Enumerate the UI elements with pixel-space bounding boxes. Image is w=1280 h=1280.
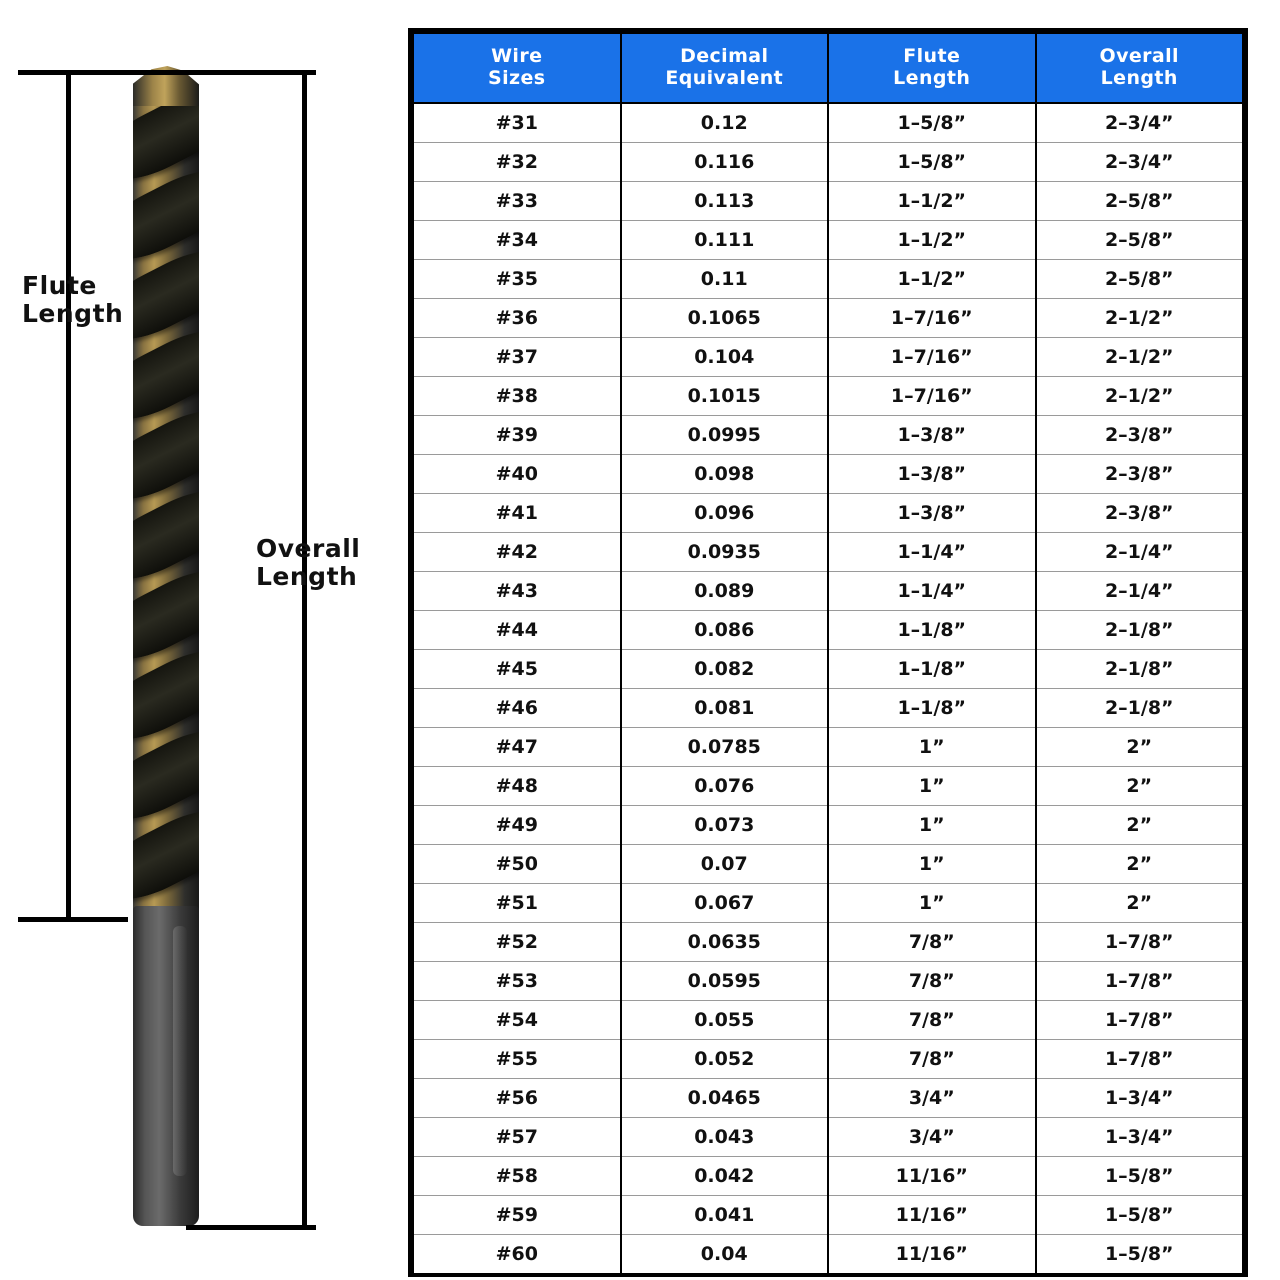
cell-decimal-equivalent: 0.043: [621, 1117, 829, 1156]
cell-wire-size: #42: [413, 532, 621, 571]
cell-decimal-equivalent: 0.041: [621, 1195, 829, 1234]
cell-decimal-equivalent: 0.067: [621, 883, 829, 922]
cell-wire-size: #57: [413, 1117, 621, 1156]
cell-decimal-equivalent: 0.07: [621, 844, 829, 883]
table-row: [413, 727, 1243, 766]
cell-decimal-equivalent: 0.089: [621, 571, 829, 610]
cell-flute-length: 1–1/2”: [828, 220, 1036, 259]
column-header-decimal-equivalent-line1: Decimal: [680, 45, 769, 67]
cell-decimal-equivalent: 0.0465: [621, 1078, 829, 1117]
cell-flute-length: 1–1/8”: [828, 688, 1036, 727]
table-row: [413, 415, 1243, 454]
cell-overall-length: 1–7/8”: [1036, 1000, 1244, 1039]
table-row: [413, 337, 1243, 376]
table-row: [413, 610, 1243, 649]
cell-flute-length: 1–1/4”: [828, 532, 1036, 571]
cell-wire-size: #44: [413, 610, 621, 649]
cell-wire-size: #33: [413, 181, 621, 220]
cell-flute-length: 11/16”: [828, 1234, 1036, 1273]
cell-wire-size: #54: [413, 1000, 621, 1039]
column-header-flute-length: [828, 33, 1036, 103]
drill-bit-illustration: [0, 0, 400, 1280]
cell-overall-length: 2–3/4”: [1036, 142, 1244, 181]
table-row: [413, 1195, 1243, 1234]
cell-wire-size: #34: [413, 220, 621, 259]
cell-overall-length: 2–1/2”: [1036, 337, 1244, 376]
cell-wire-size: #50: [413, 844, 621, 883]
cell-wire-size: #31: [413, 103, 621, 143]
table-row: [413, 454, 1243, 493]
cell-flute-length: 1”: [828, 883, 1036, 922]
cell-overall-length: 2–5/8”: [1036, 181, 1244, 220]
cell-decimal-equivalent: 0.12: [621, 103, 829, 143]
cell-wire-size: #35: [413, 259, 621, 298]
cell-overall-length: 2”: [1036, 844, 1244, 883]
table-body: [413, 103, 1243, 1273]
cell-flute-length: 1”: [828, 805, 1036, 844]
cell-decimal-equivalent: 0.104: [621, 337, 829, 376]
table-row: [413, 1234, 1243, 1273]
cell-decimal-equivalent: 0.082: [621, 649, 829, 688]
cell-flute-length: 1–5/8”: [828, 142, 1036, 181]
flute-length-label: [22, 272, 123, 328]
cell-decimal-equivalent: 0.096: [621, 493, 829, 532]
overall-length-top-tick: [186, 70, 316, 75]
cell-wire-size: #58: [413, 1156, 621, 1195]
cell-overall-length: 2”: [1036, 883, 1244, 922]
cell-wire-size: #38: [413, 376, 621, 415]
cell-wire-size: #55: [413, 1039, 621, 1078]
cell-overall-length: 2–3/8”: [1036, 454, 1244, 493]
table-row: [413, 1117, 1243, 1156]
cell-decimal-equivalent: 0.11: [621, 259, 829, 298]
overall-length-label-line2: Length: [256, 562, 358, 591]
cell-overall-length: 2–3/4”: [1036, 103, 1244, 143]
cell-flute-length: 1–1/8”: [828, 649, 1036, 688]
table-row: [413, 376, 1243, 415]
cell-wire-size: #39: [413, 415, 621, 454]
cell-wire-size: #53: [413, 961, 621, 1000]
cell-overall-length: 1–5/8”: [1036, 1156, 1244, 1195]
cell-flute-length: 1–3/8”: [828, 415, 1036, 454]
wire-size-table: [408, 28, 1248, 1277]
table-row: [413, 1039, 1243, 1078]
overall-length-dimension-line: [302, 70, 307, 1230]
cell-flute-length: 11/16”: [828, 1156, 1036, 1195]
overall-length-bottom-tick: [186, 1225, 316, 1230]
table-row: [413, 688, 1243, 727]
cell-wire-size: #37: [413, 337, 621, 376]
cell-wire-size: #47: [413, 727, 621, 766]
drill-bit-shank: [133, 906, 199, 1226]
cell-decimal-equivalent: 0.086: [621, 610, 829, 649]
cell-wire-size: #46: [413, 688, 621, 727]
cell-overall-length: 2–1/2”: [1036, 376, 1244, 415]
cell-decimal-equivalent: 0.076: [621, 766, 829, 805]
cell-decimal-equivalent: 0.081: [621, 688, 829, 727]
cell-flute-length: 1–1/8”: [828, 610, 1036, 649]
cell-decimal-equivalent: 0.0935: [621, 532, 829, 571]
cell-overall-length: 1–3/4”: [1036, 1078, 1244, 1117]
cell-decimal-equivalent: 0.052: [621, 1039, 829, 1078]
cell-overall-length: 2–1/8”: [1036, 610, 1244, 649]
table-row: [413, 1156, 1243, 1195]
cell-decimal-equivalent: 0.1065: [621, 298, 829, 337]
cell-decimal-equivalent: 0.116: [621, 142, 829, 181]
cell-flute-length: 1–1/2”: [828, 181, 1036, 220]
cell-overall-length: 2–5/8”: [1036, 220, 1244, 259]
cell-wire-size: #56: [413, 1078, 621, 1117]
cell-overall-length: 1–5/8”: [1036, 1234, 1244, 1273]
table-row: [413, 142, 1243, 181]
cell-flute-length: 1–7/16”: [828, 337, 1036, 376]
table-row: [413, 259, 1243, 298]
cell-wire-size: #51: [413, 883, 621, 922]
column-header-wire-sizes-line2: Sizes: [488, 66, 546, 89]
table-row: [413, 1078, 1243, 1117]
cell-overall-length: 2–1/8”: [1036, 688, 1244, 727]
cell-wire-size: #45: [413, 649, 621, 688]
cell-overall-length: 2–5/8”: [1036, 259, 1244, 298]
cell-overall-length: 2–3/8”: [1036, 415, 1244, 454]
table-row: [413, 181, 1243, 220]
overall-length-label-line1: Overall: [256, 534, 361, 563]
cell-flute-length: 1–1/2”: [828, 259, 1036, 298]
cell-decimal-equivalent: 0.111: [621, 220, 829, 259]
cell-flute-length: 7/8”: [828, 1039, 1036, 1078]
table-row: [413, 961, 1243, 1000]
cell-decimal-equivalent: 0.0785: [621, 727, 829, 766]
cell-wire-size: #32: [413, 142, 621, 181]
cell-overall-length: 1–5/8”: [1036, 1195, 1244, 1234]
cell-decimal-equivalent: 0.0595: [621, 961, 829, 1000]
column-header-decimal-equivalent-line2: Equivalent: [665, 66, 784, 89]
cell-decimal-equivalent: 0.0995: [621, 415, 829, 454]
cell-flute-length: 3/4”: [828, 1117, 1036, 1156]
table-row: [413, 844, 1243, 883]
cell-overall-length: 1–7/8”: [1036, 1039, 1244, 1078]
cell-overall-length: 2–3/8”: [1036, 493, 1244, 532]
column-header-wire-sizes: [413, 33, 621, 103]
twist-drill-bit-image: [125, 66, 225, 1226]
cell-decimal-equivalent: 0.1015: [621, 376, 829, 415]
column-header-overall-length-line1: Overall: [1099, 45, 1179, 67]
cell-decimal-equivalent: 0.098: [621, 454, 829, 493]
column-header-overall-length: [1036, 33, 1244, 103]
cell-overall-length: 2–1/4”: [1036, 571, 1244, 610]
cell-flute-length: 3/4”: [828, 1078, 1036, 1117]
column-header-flute-length-line2: Length: [893, 66, 971, 89]
cell-flute-length: 1–1/4”: [828, 571, 1036, 610]
cell-flute-length: 11/16”: [828, 1195, 1036, 1234]
cell-decimal-equivalent: 0.073: [621, 805, 829, 844]
cell-decimal-equivalent: 0.113: [621, 181, 829, 220]
cell-decimal-equivalent: 0.0635: [621, 922, 829, 961]
cell-wire-size: #43: [413, 571, 621, 610]
flute-length-label-line2: Length: [22, 299, 124, 328]
flute-length-bottom-tick: [18, 917, 128, 922]
cell-overall-length: 1–7/8”: [1036, 922, 1244, 961]
column-header-overall-length-line2: Length: [1100, 66, 1178, 89]
table-row: [413, 922, 1243, 961]
cell-flute-length: 7/8”: [828, 1000, 1036, 1039]
flute-length-label-line1: Flute: [22, 271, 97, 300]
drill-bit-body: [133, 86, 199, 916]
table-row: [413, 1000, 1243, 1039]
table-row: [413, 220, 1243, 259]
cell-overall-length: 2”: [1036, 805, 1244, 844]
cell-wire-size: #59: [413, 1195, 621, 1234]
cell-overall-length: 1–3/4”: [1036, 1117, 1244, 1156]
cell-flute-length: 1”: [828, 844, 1036, 883]
cell-overall-length: 2–1/8”: [1036, 649, 1244, 688]
table-row: [413, 532, 1243, 571]
cell-overall-length: 2–1/2”: [1036, 298, 1244, 337]
cell-wire-size: #60: [413, 1234, 621, 1273]
flute-length-dimension-line: [66, 70, 71, 922]
column-header-decimal-equivalent: [621, 33, 829, 103]
table-row: [413, 649, 1243, 688]
cell-overall-length: 1–7/8”: [1036, 961, 1244, 1000]
table-header-row: [413, 33, 1243, 103]
cell-flute-length: 1–5/8”: [828, 103, 1036, 143]
cell-flute-length: 7/8”: [828, 922, 1036, 961]
cell-wire-size: #41: [413, 493, 621, 532]
table-row: [413, 103, 1243, 143]
column-header-flute-length-line1: Flute: [903, 45, 961, 67]
cell-flute-length: 1–7/16”: [828, 376, 1036, 415]
cell-flute-length: 1”: [828, 766, 1036, 805]
cell-flute-length: 1–7/16”: [828, 298, 1036, 337]
cell-wire-size: #52: [413, 922, 621, 961]
table-row: [413, 805, 1243, 844]
cell-decimal-equivalent: 0.055: [621, 1000, 829, 1039]
cell-flute-length: 1–3/8”: [828, 454, 1036, 493]
cell-overall-length: 2–1/4”: [1036, 532, 1244, 571]
cell-flute-length: 1”: [828, 727, 1036, 766]
table-row: [413, 883, 1243, 922]
table-row: [413, 298, 1243, 337]
cell-flute-length: 7/8”: [828, 961, 1036, 1000]
cell-flute-length: 1–3/8”: [828, 493, 1036, 532]
cell-decimal-equivalent: 0.042: [621, 1156, 829, 1195]
table-row: [413, 766, 1243, 805]
cell-overall-length: 2”: [1036, 766, 1244, 805]
column-header-wire-sizes-line1: Wire: [491, 45, 543, 67]
cell-wire-size: #40: [413, 454, 621, 493]
cell-decimal-equivalent: 0.04: [621, 1234, 829, 1273]
cell-overall-length: 2”: [1036, 727, 1244, 766]
cell-wire-size: #49: [413, 805, 621, 844]
cell-wire-size: #36: [413, 298, 621, 337]
cell-wire-size: #48: [413, 766, 621, 805]
overall-length-label: [256, 535, 360, 591]
table-row: [413, 571, 1243, 610]
table-row: [413, 493, 1243, 532]
